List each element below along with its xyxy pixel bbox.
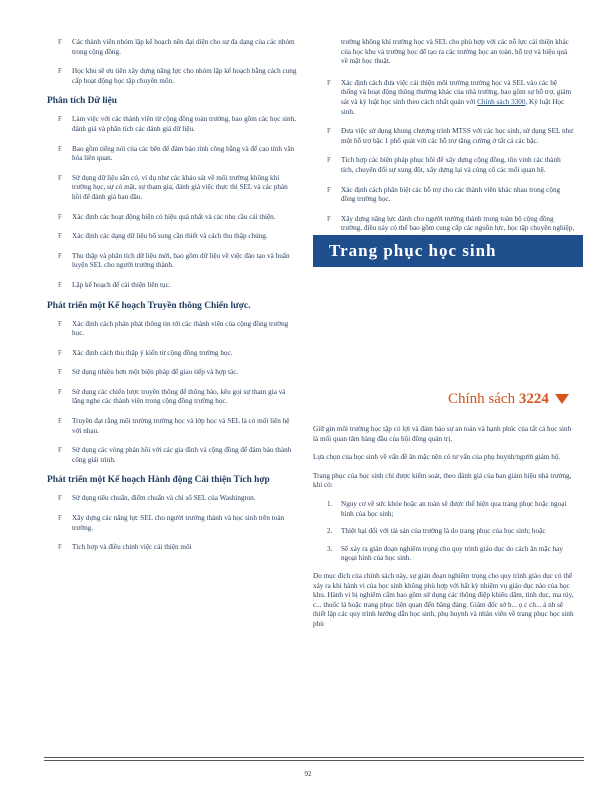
list-item-text: Sử dụng tiêu chuẩn, điểm chuẩn và chỉ số SEL của Washington. (72, 494, 256, 503)
paragraph: Lựa chọn của học sinh về vấn đề ăn mặc nên có tư vấn của phụ huynh/người giám hộ. (313, 453, 561, 462)
list-item (44, 320, 298, 339)
paragraph: Giữ gìn môi trường học tập có lợi và đảm bảo sự an toàn và hạnh phúc của tất cả học sinh là mối quan tâm hàng đầu của hội đồng quản trị. (313, 425, 572, 443)
list-item-text: Xác định các dạng dữ liệu bổ sung cần thiết và cách thu thập chúng. (72, 232, 268, 241)
list-item-text: Xác định cách đưa việc cải thiện môi trường trường học và SEL vào các hệ thống và hoạt động thông thường khác của nhà trường, bao gồm sự hỗ trợ, giám sát và kỷ luật học sinh theo cách nhất quán với (341, 78, 572, 106)
list-item (44, 232, 298, 242)
policy-link[interactable]: Chính sách 3300 (477, 97, 526, 106)
list-item-text: Làm việc với các thành viên từ cộng đồng toàn trường, bao gồm các học sinh, đánh giá và phân tích các đánh giá dữ liệu. (72, 115, 296, 133)
bullet-icon: F (58, 115, 62, 124)
communication-plan-bullets (44, 320, 298, 466)
paragraph: Trang phục của học sinh chỉ được kiểm soát, theo đánh giá của ban giám hiệu nhà trường, khi có: (313, 471, 572, 490)
item-number: 2. (327, 527, 333, 536)
list-item (44, 174, 298, 203)
bullet-icon: F (58, 251, 62, 260)
left-column (44, 38, 298, 563)
list-item-text: Tích hợp và điều chỉnh việc cải thiện môi (72, 543, 192, 552)
list-item-text: Lập kế hoạch để cải thiện liên tục. (72, 280, 171, 289)
list-item-text: Sử dụng các vòng phản hồi với các gia đình và cộng đồng để đảm bảo thành công giải trình. (72, 446, 292, 464)
list-item-text: Thu thập và phân tích dữ liệu mới, bao gồm dữ liệu về việc đào tạo và huấn luyện SEL cho người trưởng thành. (72, 251, 290, 270)
list-item-text: Sử dụng nhiều hơn một biện pháp để giao tiếp và hợp tác. (72, 368, 239, 377)
list-item (44, 417, 298, 436)
list-item (313, 186, 575, 205)
bullet-icon: F (58, 543, 62, 552)
list-item-text-after: , Kỷ luật Học sinh. (341, 97, 565, 116)
list-item (44, 145, 298, 164)
footer-rule-top (44, 757, 584, 758)
list-item (313, 127, 575, 146)
bullet-icon: F (58, 67, 62, 76)
list-item (313, 156, 575, 175)
list-item-text: Bao gồm tiếng nói của các bên để đảm bảo tính công bằng và để cao tính văn hóa liên quan. (72, 144, 295, 163)
list-item (44, 388, 298, 407)
bullet-icon: F (58, 232, 62, 241)
list-item-text: Truyền đạt rằng môi trường trường học và lớp học và SEL là có mối liên hệ với nhau. (72, 417, 290, 435)
bullet-icon: F (58, 417, 62, 426)
item-text: Nguy cơ về sức khỏe hoặc an toàn sẽ được thể hiện qua trang phục hoặc ngoại hình của học sinh; (341, 499, 567, 518)
list-item (44, 281, 298, 291)
item-text: Thiệt hại đối với tài sản của trường là do trang phục của học sinh; hoặc (341, 527, 546, 536)
final-paragraph: Do mục đích của chính sách này, sự gián đoạn nghiêm trọng cho quy trình giáo dục có thể xảy ra khi hành vi của học sinh không phù hợp với bất kỳ nhiệm vụ giáo dục nào của học khu. Hành vi bị nghiêm cấm bao gồm sử dụng các thông điệp khiêu dâm, tình dục, ma túy, c... thuốc lá hoặc trang phục liên quan đến băng đảng. Giám đốc sở h... ọ c ch... á nh sẽ thiết lập các quy trình hướng dẫn học sinh, phụ huynh và nhân viên về trang phục học sinh phù (313, 571, 574, 628)
list-item (44, 368, 298, 378)
numbered-item (313, 545, 575, 564)
list-item (44, 213, 298, 223)
list-item-text: Sử dụng các chiến lược truyền thông để thông báo, kêu gọi sự tham gia và lắng nghe các thành viên trong cộng đồng trường học. (72, 387, 286, 406)
list-item-text: Xác định cách thu thập ý kiến từ cộng đồng trường học. (72, 348, 233, 357)
bullet-icon: F (58, 280, 62, 289)
data-analysis-bullets (44, 115, 298, 290)
list-item (44, 543, 298, 553)
integration-bullets (313, 79, 575, 244)
bullet-icon: F (327, 127, 331, 136)
banner-title: Trang phục học sinh (329, 241, 497, 260)
list-item (44, 38, 298, 57)
list-item (44, 67, 298, 86)
item-number: 1. (327, 499, 333, 508)
item-text: Sẽ xảy ra gián đoạn nghiêm trọng cho quy trình giáo dục do cách ăn mặc hay ngoại hình của học sinh. (341, 544, 563, 563)
list-item-text: Xây dựng năng lực dành cho người trưởng thành trong toàn bộ cộng đồng trường, điều này có thể bao gồm cung cấp các nguồn lực, học tập chuyên nghiệp, (341, 214, 575, 233)
bullet-icon: F (58, 173, 62, 182)
bullet-icon: F (58, 38, 62, 46)
policy-label: Chính sách (448, 391, 516, 407)
list-item (44, 252, 298, 271)
page-number: 92 (304, 770, 312, 778)
bullet-icon: F (58, 514, 62, 523)
bullet-icon: F (58, 144, 62, 153)
list-item-text: Xây dựng các năng lực SEL cho người trưởng thành và học sinh trên toàn trường. (72, 514, 285, 532)
continued-text: trường không khí trường học và SEL cho phù hợp với các nỗ lực cải thiện khác của học khu và trường học để tạo ra các trường học an toàn, hỗ trợ và hiệu quả về mặt học thuật. (341, 38, 569, 66)
bullet-icon: F (58, 494, 62, 503)
list-item (44, 494, 298, 504)
bullet-icon: F (58, 348, 62, 357)
section-heading-action-plan: Phát triển một Kế hoạch Hành động Cải thiện Tích hợp (47, 475, 270, 486)
policy-body (313, 425, 575, 639)
list-item-text: Sử dụng dữ liệu sẵn có, ví dụ như các khảo sát về môi trường không khí trường học, sự có mặt, sự tham gia, đánh giá việc thực thi SEL và các phản hồi để đánh giá ban đầu. (72, 173, 288, 201)
numbered-item (313, 527, 575, 537)
bullet-icon: F (327, 156, 331, 165)
policy-numbered-list (313, 500, 575, 564)
list-item (313, 79, 575, 117)
list-item (44, 514, 298, 533)
policy-paragraphs (313, 425, 575, 491)
bullet-icon: F (58, 368, 62, 377)
triangle-down-icon (555, 394, 569, 404)
bullet-icon: F (327, 185, 331, 194)
right-column (313, 38, 575, 254)
list-item (44, 115, 298, 134)
list-item-text: Học khu sẽ ưu tiên xây dựng năng lực cho nhóm lập kế hoạch bằng cách cung cấp hoạt động học tập chuyên môn. (72, 67, 297, 85)
section-heading-communication-plan: Phát triển một Kế hoạch Truyền thông Chiến lược. (47, 300, 251, 311)
list-item (44, 446, 298, 465)
list-item-text: Xác định các hoạt động hiện có hiệu quả nhất và các nhu cầu cải thiện. (72, 212, 276, 221)
list-item-text: Tích hợp các biện pháp phục hồi để xây dựng cộng đồng, tôn vinh các thành tích, chuyển đổi sự xung đột, xây dựng lại và củng cố các mối quan hệ. (341, 156, 561, 174)
footer-rule-bottom (44, 760, 584, 761)
list-item-text: Các thành viên nhóm lập kế hoạch nên đại diện cho sự đa dạng của các nhóm trong cộng đồng. (72, 38, 295, 56)
bullet-icon: F (58, 446, 62, 455)
action-plan-bullets (44, 494, 298, 552)
list-item-text: Đưa việc sử dụng khung chương trình MTSS với các học sinh, sử dụng SEL như một hỗ trợ bậc 1 phổ quát với các hỗ trợ tăng cường ở tất cả các bậc. (341, 127, 574, 145)
list-item-text: Xác định cách phân biệt các hỗ trợ cho các thành viên khác nhau trong cộng đồng trường học. (341, 185, 561, 204)
bullet-icon: F (327, 214, 331, 223)
intro-bullets (44, 38, 298, 86)
policy-number: 3224 (518, 391, 549, 407)
bullet-icon: F (58, 387, 62, 396)
policy-heading (448, 391, 549, 408)
bullet-icon: F (327, 78, 331, 87)
list-item (44, 349, 298, 359)
item-number: 3. (327, 544, 333, 553)
section-banner (313, 235, 583, 267)
section-heading-data-analysis: Phân tích Dữ liệu (47, 96, 117, 107)
bullet-icon: F (58, 319, 62, 328)
numbered-item (313, 500, 575, 519)
bullet-icon: F (58, 212, 62, 221)
list-item-text: Xác định cách phản phát thông tin tới các thành viên của cộng đồng trường học. (72, 319, 289, 338)
